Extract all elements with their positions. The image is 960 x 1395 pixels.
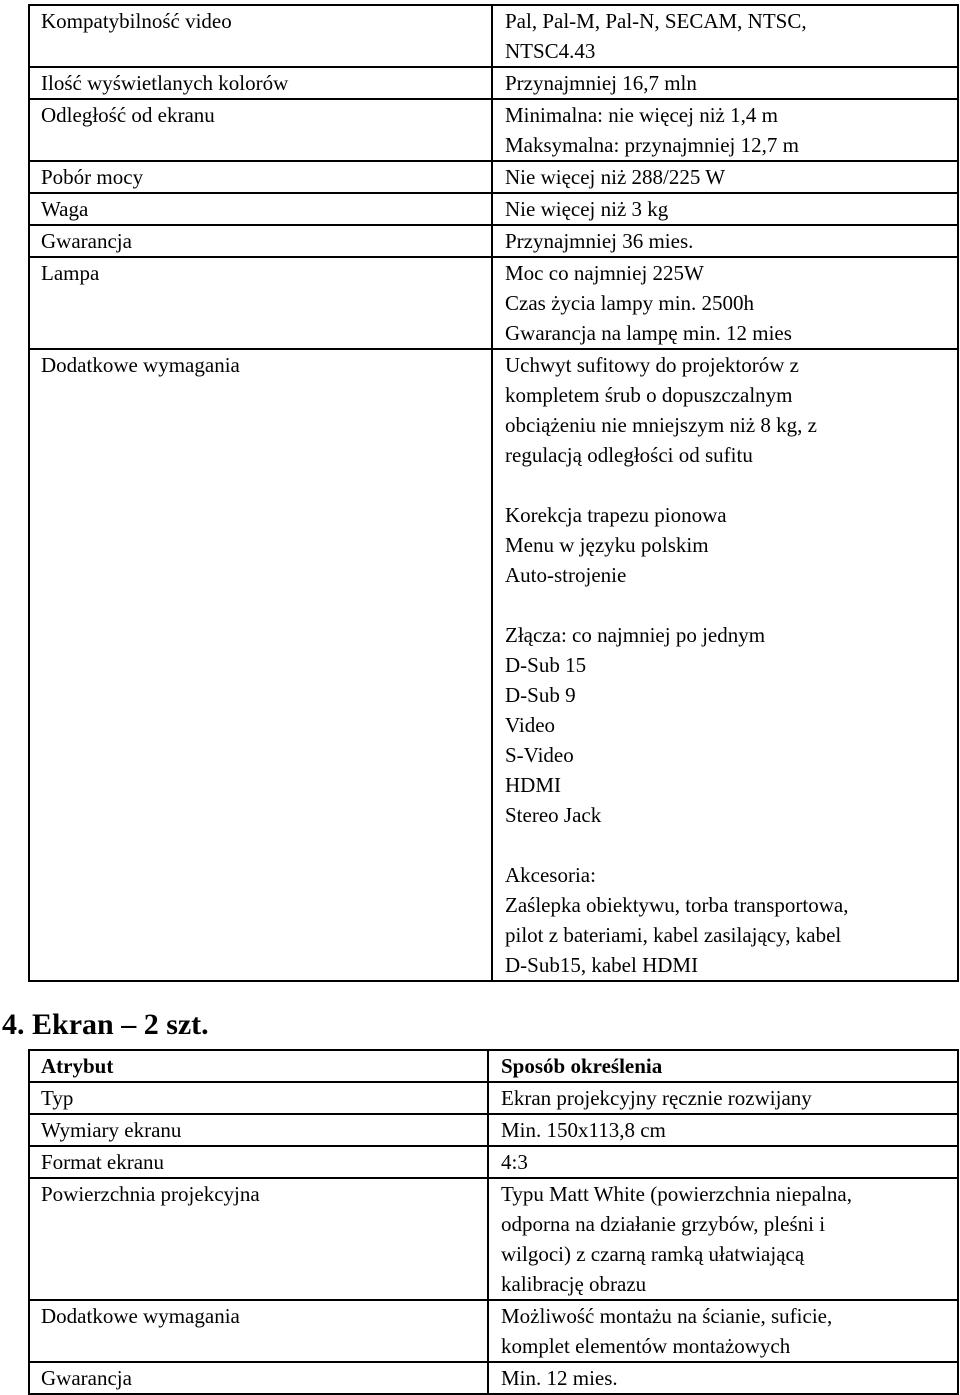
attribute-value bbox=[492, 5, 958, 67]
projector-spec-table bbox=[28, 4, 959, 982]
value-line: Ekran projekcyjny ręcznie rozwijany bbox=[501, 1086, 812, 1110]
attribute-label: Ilość wyświetlanych kolorów bbox=[29, 67, 492, 99]
attribute-value bbox=[492, 225, 958, 257]
header-attribute: Atrybut bbox=[29, 1050, 488, 1082]
attribute-label: Wymiary ekranu bbox=[29, 1114, 488, 1146]
attribute-value bbox=[488, 1300, 958, 1362]
value-line: wilgoci) z czarną ramką ułatwiającą bbox=[501, 1242, 805, 1266]
value-line: kalibrację obrazu bbox=[501, 1272, 647, 1296]
attribute-label: Odległość od ekranu bbox=[29, 99, 492, 161]
section-heading: 4. Ekran – 2 szt. bbox=[2, 1008, 209, 1041]
table-row bbox=[29, 99, 958, 161]
table-row bbox=[29, 5, 958, 67]
value-line: D-Sub 15 bbox=[505, 653, 587, 677]
header-method: Sposób określenia bbox=[488, 1050, 958, 1082]
table-row bbox=[29, 1362, 958, 1394]
value-line: NTSC4.43 bbox=[505, 39, 596, 63]
value-line: komplet elementów montażowych bbox=[501, 1334, 791, 1358]
table-header-row bbox=[29, 1050, 958, 1082]
table-row bbox=[29, 1146, 958, 1178]
value-line bbox=[505, 470, 957, 500]
attribute-value bbox=[488, 1178, 958, 1300]
value-line: Auto-strojenie bbox=[505, 563, 627, 587]
value-line: Złącza: co najmniej po jednym bbox=[505, 623, 766, 647]
value-line: Przynajmniej 16,7 mln bbox=[505, 71, 697, 95]
table-row bbox=[29, 257, 958, 349]
attribute-label: Format ekranu bbox=[29, 1146, 488, 1178]
table-row bbox=[29, 1114, 958, 1146]
value-line: Moc co najmniej 225W bbox=[505, 261, 704, 285]
attribute-label: Typ bbox=[29, 1082, 488, 1114]
table-row bbox=[29, 161, 958, 193]
value-line: 4:3 bbox=[501, 1150, 528, 1174]
attribute-label: Waga bbox=[29, 193, 492, 225]
table-row bbox=[29, 225, 958, 257]
attribute-label: Dodatkowe wymagania bbox=[29, 1300, 488, 1362]
attribute-value bbox=[492, 161, 958, 193]
value-line: Uchwyt sufitowy do projektorów z bbox=[505, 353, 799, 377]
table-row bbox=[29, 1300, 958, 1362]
value-line: D-Sub 9 bbox=[505, 683, 576, 707]
attribute-label: Gwarancja bbox=[29, 225, 492, 257]
attribute-value bbox=[492, 193, 958, 225]
table-row bbox=[29, 193, 958, 225]
value-line: Min. 150x113,8 cm bbox=[501, 1118, 666, 1142]
value-line: D-Sub15, kabel HDMI bbox=[505, 953, 699, 977]
attribute-value bbox=[488, 1114, 958, 1146]
value-line: obciążeniu nie mniejszym niż 8 kg, z bbox=[505, 413, 817, 437]
value-line bbox=[505, 830, 957, 860]
value-line: Minimalna: nie więcej niż 1,4 m bbox=[505, 103, 778, 127]
value-line: HDMI bbox=[505, 773, 561, 797]
attribute-label: Pobór mocy bbox=[29, 161, 492, 193]
value-line: regulacją odległości od sufitu bbox=[505, 443, 753, 467]
value-line: kompletem śrub o dopuszczalnym bbox=[505, 383, 793, 407]
value-line: Maksymalna: przynajmniej 12,7 m bbox=[505, 133, 799, 157]
attribute-label: Kompatybilność video bbox=[29, 5, 492, 67]
attribute-label: Dodatkowe wymagania bbox=[29, 349, 492, 981]
value-line: Video bbox=[505, 713, 556, 737]
value-line: S-Video bbox=[505, 743, 574, 767]
screen-spec-table bbox=[28, 1049, 959, 1395]
value-line: Przynajmniej 36 mies. bbox=[505, 229, 694, 253]
value-line bbox=[505, 590, 957, 620]
attribute-label: Powierzchnia projekcyjna bbox=[29, 1178, 488, 1300]
value-line: Akcesoria: bbox=[505, 863, 596, 887]
value-line: Gwarancja na lampę min. 12 mies bbox=[505, 321, 792, 345]
value-line: odporna na działanie grzybów, pleśni i bbox=[501, 1212, 826, 1236]
value-line: Korekcja trapezu pionowa bbox=[505, 503, 727, 527]
value-line: Menu w języku polskim bbox=[505, 533, 709, 557]
table-row bbox=[29, 349, 958, 981]
table-row bbox=[29, 1082, 958, 1114]
attribute-value bbox=[488, 1362, 958, 1394]
value-line: Min. 12 mies. bbox=[501, 1366, 618, 1390]
value-line: Typu Matt White (powierzchnia niepalna, bbox=[501, 1182, 852, 1206]
attribute-label: Gwarancja bbox=[29, 1362, 488, 1394]
attribute-value bbox=[492, 99, 958, 161]
value-line: Stereo Jack bbox=[505, 803, 602, 827]
table-row bbox=[29, 1178, 958, 1300]
attribute-value bbox=[492, 257, 958, 349]
table-row bbox=[29, 67, 958, 99]
attribute-value bbox=[488, 1146, 958, 1178]
value-line: Możliwość montażu na ścianie, suficie, bbox=[501, 1304, 833, 1328]
value-line: Nie więcej niż 288/225 W bbox=[505, 165, 726, 189]
attribute-label: Lampa bbox=[29, 257, 492, 349]
value-line: pilot z bateriami, kabel zasilający, kabel bbox=[505, 923, 842, 947]
value-line: Czas życia lampy min. 2500h bbox=[505, 291, 755, 315]
value-line: Zaślepka obiektywu, torba transportowa, bbox=[505, 893, 849, 917]
value-line: Nie więcej niż 3 kg bbox=[505, 197, 669, 221]
attribute-value bbox=[488, 1082, 958, 1114]
value-line: Pal, Pal-M, Pal-N, SECAM, NTSC, bbox=[505, 9, 807, 33]
attribute-value bbox=[492, 349, 958, 981]
attribute-value bbox=[492, 67, 958, 99]
